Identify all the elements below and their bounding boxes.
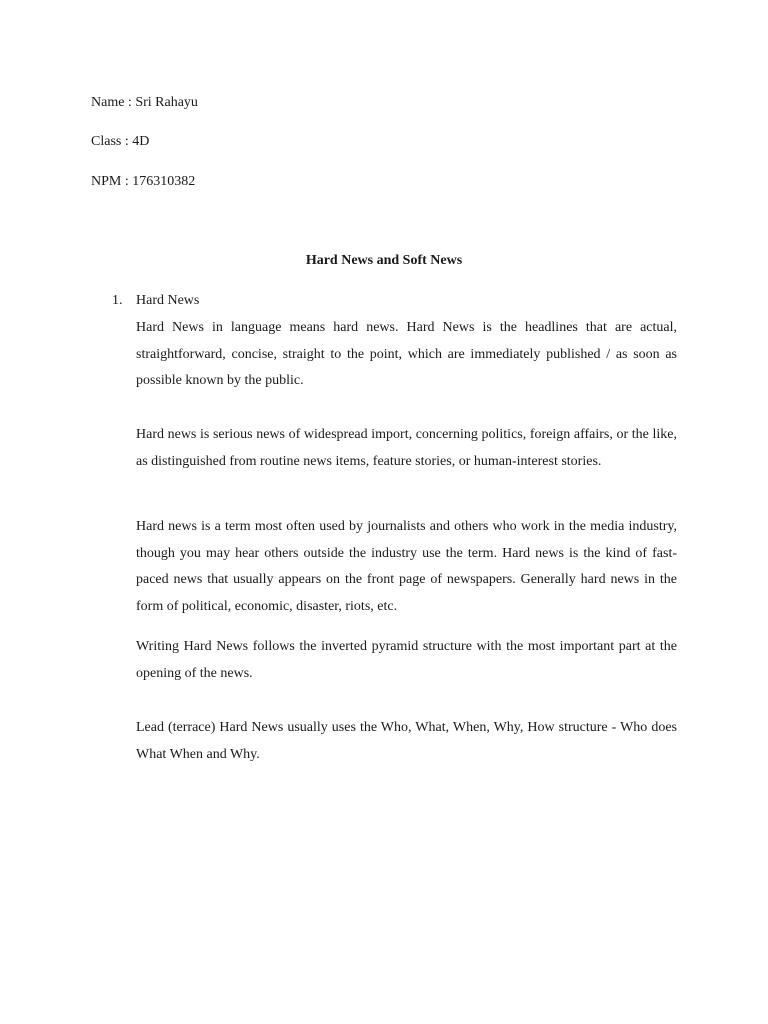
student-name: Name : Sri Rahayu xyxy=(91,95,198,110)
section-heading: Hard News xyxy=(136,293,200,308)
paragraph-definition: Hard News in language means hard news. Hard News is the headlines that are actual, straightforward, concise, straight to the point, which are immediately published / as soon as possible known by the public. xyxy=(136,320,677,388)
document-title: Hard News and Soft News xyxy=(305,253,463,268)
student-npm: NPM : 176310382 xyxy=(91,174,196,189)
paragraph-serious-news: Hard news is serious news of widespread import, concerning politics, foreign affairs, or the like, as distinguished from routine news items, feature stories, or human-interest stories. xyxy=(136,427,677,469)
student-class: Class : 4D xyxy=(91,134,150,149)
paragraph-lead-structure: Lead (terrace) Hard News usually uses the Who, What, When, Why, How structure - Who does What When and Why. xyxy=(136,720,677,762)
paragraph-inverted-pyramid: Writing Hard News follows the inverted pyramid structure with the most important part at the opening of the news. xyxy=(136,639,677,681)
section-number: 1. xyxy=(112,293,123,308)
paragraph-journalist-term: Hard news is a term most often used by journalists and others who work in the media industry, though you may hear others outside the industry use the term. Hard news is the kind of fast-paced news that usually appears on the front page of newspapers. Generally hard news in the form of political, economic, disaster, riots, etc. xyxy=(136,519,677,614)
